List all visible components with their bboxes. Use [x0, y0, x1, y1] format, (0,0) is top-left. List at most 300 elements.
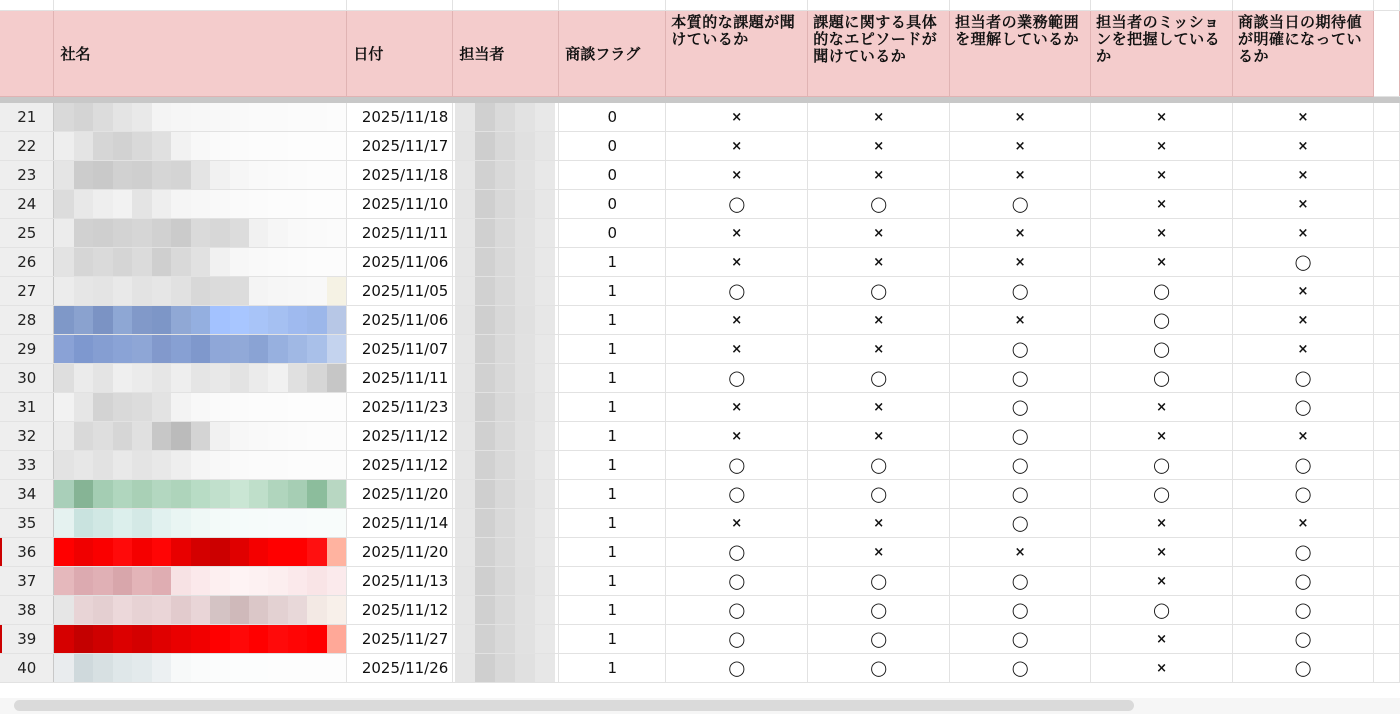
company-cell[interactable]	[54, 219, 347, 248]
check-cell-q1[interactable]: ×	[666, 248, 808, 277]
flag-cell[interactable]: 1	[559, 567, 666, 596]
person-cell[interactable]	[453, 103, 559, 132]
table-row	[0, 509, 1400, 538]
check-cell-q4[interactable]: ◯	[1091, 596, 1233, 625]
check-cell-q4[interactable]: ◯	[1091, 364, 1233, 393]
redaction-block	[307, 277, 326, 305]
company-cell[interactable]	[54, 103, 347, 132]
redaction-block	[93, 335, 112, 363]
row-number[interactable]: 26	[0, 248, 54, 277]
check-cell-q2[interactable]: ×	[808, 132, 950, 161]
redaction-block	[74, 132, 93, 160]
person-cell[interactable]	[453, 248, 559, 277]
check-cell-q5[interactable]: ◯	[1233, 596, 1374, 625]
flag-cell[interactable]: 1	[559, 248, 666, 277]
empty-cell[interactable]	[1373, 306, 1399, 335]
empty-cell[interactable]	[1373, 625, 1399, 654]
header-extra[interactable]	[1373, 11, 1399, 97]
redaction-block	[113, 509, 132, 537]
empty-cell[interactable]	[1373, 190, 1399, 219]
check-cell-q3[interactable]: ◯	[950, 335, 1091, 364]
check-cell-q1[interactable]: ×	[666, 509, 808, 538]
redaction-block	[288, 277, 307, 305]
person-cell[interactable]	[453, 451, 559, 480]
empty-cell[interactable]	[1373, 538, 1399, 567]
date-cell[interactable]: 2025/11/06	[347, 306, 453, 335]
check-cell-q3[interactable]: ◯	[950, 567, 1091, 596]
person-cell[interactable]	[453, 654, 559, 683]
check-cell-q3[interactable]: ×	[950, 103, 1091, 132]
column-letter-cell[interactable]	[453, 0, 559, 11]
header-row	[0, 11, 1400, 97]
date-cell[interactable]: 2025/11/27	[347, 625, 453, 654]
empty-cell[interactable]	[1373, 219, 1399, 248]
row-number[interactable]: 34	[0, 480, 54, 509]
flag-cell[interactable]: 1	[559, 277, 666, 306]
company-cell[interactable]	[54, 654, 347, 683]
table-row	[0, 161, 1400, 190]
row-number[interactable]: 29	[0, 335, 54, 364]
company-cell[interactable]	[54, 451, 347, 480]
redaction-block	[132, 538, 151, 566]
person-cell[interactable]	[453, 538, 559, 567]
check-cell-q4[interactable]: ×	[1091, 538, 1233, 567]
check-cell-q5[interactable]: ×	[1233, 132, 1374, 161]
redaction-block	[515, 509, 535, 537]
check-cell-q5[interactable]: ◯	[1233, 364, 1374, 393]
check-cell-q1[interactable]: ◯	[666, 538, 808, 567]
date-cell[interactable]: 2025/11/10	[347, 190, 453, 219]
redaction-block	[210, 219, 229, 247]
company-cell[interactable]	[54, 364, 347, 393]
redacted-company-name	[54, 190, 346, 218]
flag-cell[interactable]: 1	[559, 306, 666, 335]
check-cell-q5[interactable]: ×	[1233, 509, 1374, 538]
check-cell-q2[interactable]: ×	[808, 393, 950, 422]
redaction-block	[307, 364, 326, 392]
check-cell-q5[interactable]: ×	[1233, 335, 1374, 364]
check-cell-q2[interactable]: ◯	[808, 625, 950, 654]
redaction-block	[230, 335, 249, 363]
redaction-block	[210, 161, 229, 189]
flag-cell[interactable]: 1	[559, 509, 666, 538]
check-cell-q1[interactable]: ×	[666, 103, 808, 132]
row-number[interactable]: 35	[0, 509, 54, 538]
row-number[interactable]: 24	[0, 190, 54, 219]
date-cell[interactable]: 2025/11/13	[347, 567, 453, 596]
redaction-block	[327, 654, 346, 682]
check-cell-q1[interactable]: ◯	[666, 364, 808, 393]
person-cell[interactable]	[453, 335, 559, 364]
check-cell-q2[interactable]: ×	[808, 335, 950, 364]
check-cell-q3[interactable]: ◯	[950, 422, 1091, 451]
flag-cell[interactable]: 1	[559, 451, 666, 480]
person-cell[interactable]	[453, 509, 559, 538]
date-cell[interactable]: 2025/11/07	[347, 335, 453, 364]
check-cell-q4[interactable]: ×	[1091, 567, 1233, 596]
row-number[interactable]: 27	[0, 277, 54, 306]
check-cell-q5[interactable]: ◯	[1233, 625, 1374, 654]
person-cell[interactable]	[453, 190, 559, 219]
header-flag[interactable]: 商談フラグ	[559, 11, 666, 97]
check-cell-q2[interactable]: ×	[808, 538, 950, 567]
person-cell[interactable]	[453, 422, 559, 451]
check-cell-q3[interactable]: ◯	[950, 654, 1091, 683]
redaction-block	[132, 654, 151, 682]
empty-cell[interactable]	[1373, 596, 1399, 625]
person-cell[interactable]	[453, 364, 559, 393]
company-cell[interactable]	[54, 335, 347, 364]
check-cell-q1[interactable]: ◯	[666, 625, 808, 654]
date-cell[interactable]: 2025/11/12	[347, 596, 453, 625]
check-cell-q4[interactable]: ×	[1091, 161, 1233, 190]
date-cell[interactable]: 2025/11/18	[347, 103, 453, 132]
check-cell-q3[interactable]: ◯	[950, 364, 1091, 393]
company-cell[interactable]	[54, 596, 347, 625]
check-cell-q5[interactable]: ◯	[1233, 538, 1374, 567]
company-cell[interactable]	[54, 277, 347, 306]
header-q3[interactable]	[950, 11, 1091, 97]
row-number[interactable]: 21	[0, 103, 54, 132]
check-cell-q1[interactable]: ×	[666, 306, 808, 335]
check-cell-q2[interactable]: ×	[808, 422, 950, 451]
empty-cell[interactable]	[1373, 451, 1399, 480]
check-cell-q4[interactable]: ◯	[1091, 306, 1233, 335]
flag-cell[interactable]: 1	[559, 596, 666, 625]
row-number[interactable]: 33	[0, 451, 54, 480]
empty-cell[interactable]	[1373, 335, 1399, 364]
person-cell[interactable]	[453, 277, 559, 306]
check-cell-q4[interactable]: ×	[1091, 103, 1233, 132]
redaction-block	[327, 306, 346, 334]
empty-cell[interactable]	[1373, 161, 1399, 190]
date-cell[interactable]: 2025/11/17	[347, 132, 453, 161]
check-cell-q1[interactable]: ×	[666, 161, 808, 190]
date-cell[interactable]: 2025/11/20	[347, 538, 453, 567]
date-cell[interactable]: 2025/11/12	[347, 422, 453, 451]
check-cell-q5[interactable]: ◯	[1233, 654, 1374, 683]
check-cell-q3[interactable]: ◯	[950, 480, 1091, 509]
row-number[interactable]: 31	[0, 393, 54, 422]
column-letter-cell[interactable]	[1233, 0, 1374, 11]
check-cell-q4[interactable]: ◯	[1091, 335, 1233, 364]
row-number[interactable]: 28	[0, 306, 54, 335]
check-cell-q2[interactable]: ×	[808, 509, 950, 538]
date-cell[interactable]: 2025/11/23	[347, 393, 453, 422]
empty-cell[interactable]	[1373, 422, 1399, 451]
redaction-block	[74, 625, 93, 653]
empty-cell[interactable]	[1373, 480, 1399, 509]
redaction-block	[152, 161, 171, 189]
flag-cell[interactable]: 1	[559, 625, 666, 654]
check-cell-q5[interactable]: ×	[1233, 190, 1374, 219]
date-cell[interactable]: 2025/11/12	[347, 451, 453, 480]
header-q1[interactable]	[666, 11, 808, 97]
check-cell-q2[interactable]: ×	[808, 161, 950, 190]
company-cell[interactable]	[54, 248, 347, 277]
date-cell[interactable]: 2025/11/14	[347, 509, 453, 538]
redaction-block	[230, 538, 249, 566]
header-q4[interactable]	[1091, 11, 1233, 97]
check-cell-q2[interactable]: ◯	[808, 277, 950, 306]
check-cell-q3[interactable]: ◯	[950, 509, 1091, 538]
check-cell-q1[interactable]: ×	[666, 219, 808, 248]
redaction-block	[475, 393, 495, 421]
check-cell-q3[interactable]: ◯	[950, 451, 1091, 480]
empty-cell[interactable]	[1373, 393, 1399, 422]
redaction-block	[230, 480, 249, 508]
company-cell[interactable]	[54, 625, 347, 654]
redaction-block	[171, 364, 190, 392]
row-number[interactable]: 40	[0, 654, 54, 683]
check-cell-q2[interactable]: ×	[808, 219, 950, 248]
check-cell-q5[interactable]: ×	[1233, 103, 1374, 132]
column-letter-cell[interactable]	[54, 0, 347, 11]
redaction-block	[152, 596, 171, 624]
date-cell[interactable]: 2025/11/05	[347, 277, 453, 306]
check-cell-q4[interactable]: ×	[1091, 248, 1233, 277]
redaction-block	[307, 596, 326, 624]
redaction-block	[191, 596, 210, 624]
check-cell-q5[interactable]: ◯	[1233, 393, 1374, 422]
check-cell-q2[interactable]: ◯	[808, 654, 950, 683]
check-cell-q2[interactable]: ×	[808, 306, 950, 335]
check-cell-q2[interactable]: ×	[808, 248, 950, 277]
check-cell-q2[interactable]: ◯	[808, 451, 950, 480]
empty-cell[interactable]	[1373, 248, 1399, 277]
check-cell-q4[interactable]: ×	[1091, 190, 1233, 219]
check-cell-q4[interactable]: ×	[1091, 654, 1233, 683]
person-cell[interactable]	[453, 393, 559, 422]
check-cell-q1[interactable]: ×	[666, 335, 808, 364]
column-letter-cell[interactable]	[666, 0, 808, 11]
redaction-block	[210, 277, 229, 305]
row-number[interactable]: 36	[0, 538, 54, 567]
company-cell[interactable]	[54, 190, 347, 219]
table-row	[0, 538, 1400, 567]
check-cell-q3[interactable]: ×	[950, 538, 1091, 567]
person-cell[interactable]	[453, 306, 559, 335]
check-cell-q1[interactable]: ◯	[666, 451, 808, 480]
check-cell-q5[interactable]: ◯	[1233, 451, 1374, 480]
redaction-block	[495, 219, 515, 247]
date-cell[interactable]: 2025/11/20	[347, 480, 453, 509]
redaction-block	[54, 248, 73, 276]
row-number[interactable]: 25	[0, 219, 54, 248]
check-cell-q3[interactable]: ◯	[950, 277, 1091, 306]
company-cell[interactable]	[54, 161, 347, 190]
redaction-block	[515, 364, 535, 392]
redaction-block	[171, 277, 190, 305]
check-cell-q3[interactable]: ◯	[950, 596, 1091, 625]
empty-cell[interactable]	[1373, 567, 1399, 596]
check-cell-q3[interactable]: ×	[950, 306, 1091, 335]
check-cell-q1[interactable]: ◯	[666, 190, 808, 219]
redaction-block	[288, 451, 307, 479]
check-cell-q5[interactable]: ×	[1233, 277, 1374, 306]
person-cell[interactable]	[453, 567, 559, 596]
column-letter-cell[interactable]	[347, 0, 453, 11]
column-letter-cell[interactable]	[1373, 0, 1399, 11]
company-cell[interactable]	[54, 306, 347, 335]
person-cell[interactable]	[453, 219, 559, 248]
date-cell[interactable]: 2025/11/26	[347, 654, 453, 683]
empty-cell[interactable]	[1373, 654, 1399, 683]
flag-cell[interactable]: 1	[559, 422, 666, 451]
check-cell-q5[interactable]: ◯	[1233, 248, 1374, 277]
person-cell[interactable]	[453, 596, 559, 625]
flag-cell[interactable]: 0	[559, 190, 666, 219]
company-cell[interactable]	[54, 422, 347, 451]
empty-cell[interactable]	[1373, 364, 1399, 393]
date-cell[interactable]: 2025/11/11	[347, 219, 453, 248]
row-number[interactable]: 37	[0, 567, 54, 596]
check-cell-q5[interactable]: ×	[1233, 422, 1374, 451]
header-date[interactable]: 日付	[347, 11, 453, 97]
check-cell-q2[interactable]: ◯	[808, 364, 950, 393]
redaction-block	[230, 422, 249, 450]
redaction-block	[475, 248, 495, 276]
corner-cell[interactable]	[0, 0, 54, 11]
company-cell[interactable]	[54, 567, 347, 596]
column-letter-cell[interactable]	[950, 0, 1091, 11]
check-cell-q4[interactable]: ×	[1091, 509, 1233, 538]
flag-cell[interactable]: 0	[559, 103, 666, 132]
redaction-block	[268, 306, 287, 334]
header-q2[interactable]	[808, 11, 950, 97]
redaction-block	[152, 567, 171, 595]
table-row	[0, 451, 1400, 480]
redaction-block	[455, 625, 475, 653]
flag-cell[interactable]: 1	[559, 538, 666, 567]
flag-cell[interactable]: 1	[559, 654, 666, 683]
check-cell-q2[interactable]: ◯	[808, 190, 950, 219]
check-cell-q1[interactable]: ◯	[666, 654, 808, 683]
row-number[interactable]: 30	[0, 364, 54, 393]
check-cell-q1[interactable]: ◯	[666, 596, 808, 625]
company-cell[interactable]	[54, 132, 347, 161]
redaction-block	[327, 277, 346, 305]
empty-cell[interactable]	[1373, 103, 1399, 132]
check-cell-q2[interactable]: ×	[808, 103, 950, 132]
check-cell-q3[interactable]: ×	[950, 219, 1091, 248]
flag-cell[interactable]: 1	[559, 393, 666, 422]
check-cell-q4[interactable]: ×	[1091, 625, 1233, 654]
check-cell-q3[interactable]: ×	[950, 132, 1091, 161]
redaction-block	[152, 335, 171, 363]
check-cell-q4[interactable]: ◯	[1091, 451, 1233, 480]
check-cell-q1[interactable]: ◯	[666, 567, 808, 596]
redaction-block	[230, 219, 249, 247]
check-cell-q1[interactable]: ×	[666, 422, 808, 451]
redaction-block	[268, 509, 287, 537]
check-cell-q5[interactable]: ×	[1233, 161, 1374, 190]
column-letter-cell[interactable]	[808, 0, 950, 11]
check-cell-q3[interactable]: ×	[950, 248, 1091, 277]
redaction-block	[171, 248, 190, 276]
company-cell[interactable]	[54, 393, 347, 422]
person-cell[interactable]	[453, 132, 559, 161]
check-cell-q1[interactable]: ×	[666, 132, 808, 161]
check-cell-q3[interactable]: ◯	[950, 625, 1091, 654]
redaction-block	[535, 509, 555, 537]
check-cell-q1[interactable]: ×	[666, 393, 808, 422]
redaction-block	[495, 190, 515, 218]
header-rownum-cell[interactable]	[0, 11, 54, 97]
redaction-block	[191, 219, 210, 247]
company-cell[interactable]	[54, 509, 347, 538]
check-cell-q4[interactable]: ×	[1091, 422, 1233, 451]
check-cell-q4[interactable]: ×	[1091, 219, 1233, 248]
row-number[interactable]: 38	[0, 596, 54, 625]
empty-cell[interactable]	[1373, 132, 1399, 161]
check-cell-q5[interactable]: ×	[1233, 306, 1374, 335]
column-letter-cell[interactable]	[1091, 0, 1233, 11]
redaction-block	[455, 161, 475, 189]
horizontal-scrollbar[interactable]	[14, 700, 1134, 711]
redacted-company-name	[54, 161, 346, 189]
check-cell-q5[interactable]: ◯	[1233, 567, 1374, 596]
check-cell-q2[interactable]: ◯	[808, 480, 950, 509]
check-cell-q2[interactable]: ◯	[808, 596, 950, 625]
check-cell-q1[interactable]: ◯	[666, 480, 808, 509]
empty-cell[interactable]	[1373, 509, 1399, 538]
table-row	[0, 625, 1400, 654]
company-cell[interactable]	[54, 538, 347, 567]
check-cell-q4[interactable]: ◯	[1091, 480, 1233, 509]
header-q5[interactable]	[1233, 11, 1374, 97]
flag-cell[interactable]: 1	[559, 480, 666, 509]
row-number[interactable]: 39	[0, 625, 54, 654]
redacted-company-name	[54, 654, 346, 682]
check-cell-q4[interactable]: ×	[1091, 393, 1233, 422]
date-cell[interactable]: 2025/11/11	[347, 364, 453, 393]
header-company[interactable]: 社名	[54, 11, 347, 97]
check-cell-q5[interactable]: ◯	[1233, 480, 1374, 509]
check-cell-q4[interactable]: ◯	[1091, 277, 1233, 306]
check-cell-q3[interactable]: ◯	[950, 393, 1091, 422]
column-letter-cell[interactable]	[559, 0, 666, 11]
date-cell[interactable]: 2025/11/06	[347, 248, 453, 277]
row-number[interactable]: 32	[0, 422, 54, 451]
row-number[interactable]: 22	[0, 132, 54, 161]
check-cell-q4[interactable]: ×	[1091, 132, 1233, 161]
flag-cell[interactable]: 0	[559, 132, 666, 161]
redacted-company-name	[54, 364, 346, 392]
person-cell[interactable]	[453, 625, 559, 654]
redaction-block	[535, 277, 555, 305]
flag-cell[interactable]: 0	[559, 161, 666, 190]
flag-cell[interactable]: 1	[559, 335, 666, 364]
flag-cell[interactable]: 0	[559, 219, 666, 248]
company-cell[interactable]	[54, 480, 347, 509]
redaction-block	[475, 103, 495, 131]
redaction-block	[191, 625, 210, 653]
redaction-block	[455, 393, 475, 421]
check-cell-q2[interactable]: ◯	[808, 567, 950, 596]
header-person[interactable]: 担当者	[453, 11, 559, 97]
check-cell-q5[interactable]: ×	[1233, 219, 1374, 248]
check-cell-q3[interactable]: ◯	[950, 190, 1091, 219]
check-cell-q1[interactable]: ◯	[666, 277, 808, 306]
row-number[interactable]: 23	[0, 161, 54, 190]
date-cell[interactable]: 2025/11/18	[347, 161, 453, 190]
check-cell-q3[interactable]: ×	[950, 161, 1091, 190]
person-cell[interactable]	[453, 161, 559, 190]
flag-cell[interactable]: 1	[559, 364, 666, 393]
person-cell[interactable]	[453, 480, 559, 509]
empty-cell[interactable]	[1373, 277, 1399, 306]
